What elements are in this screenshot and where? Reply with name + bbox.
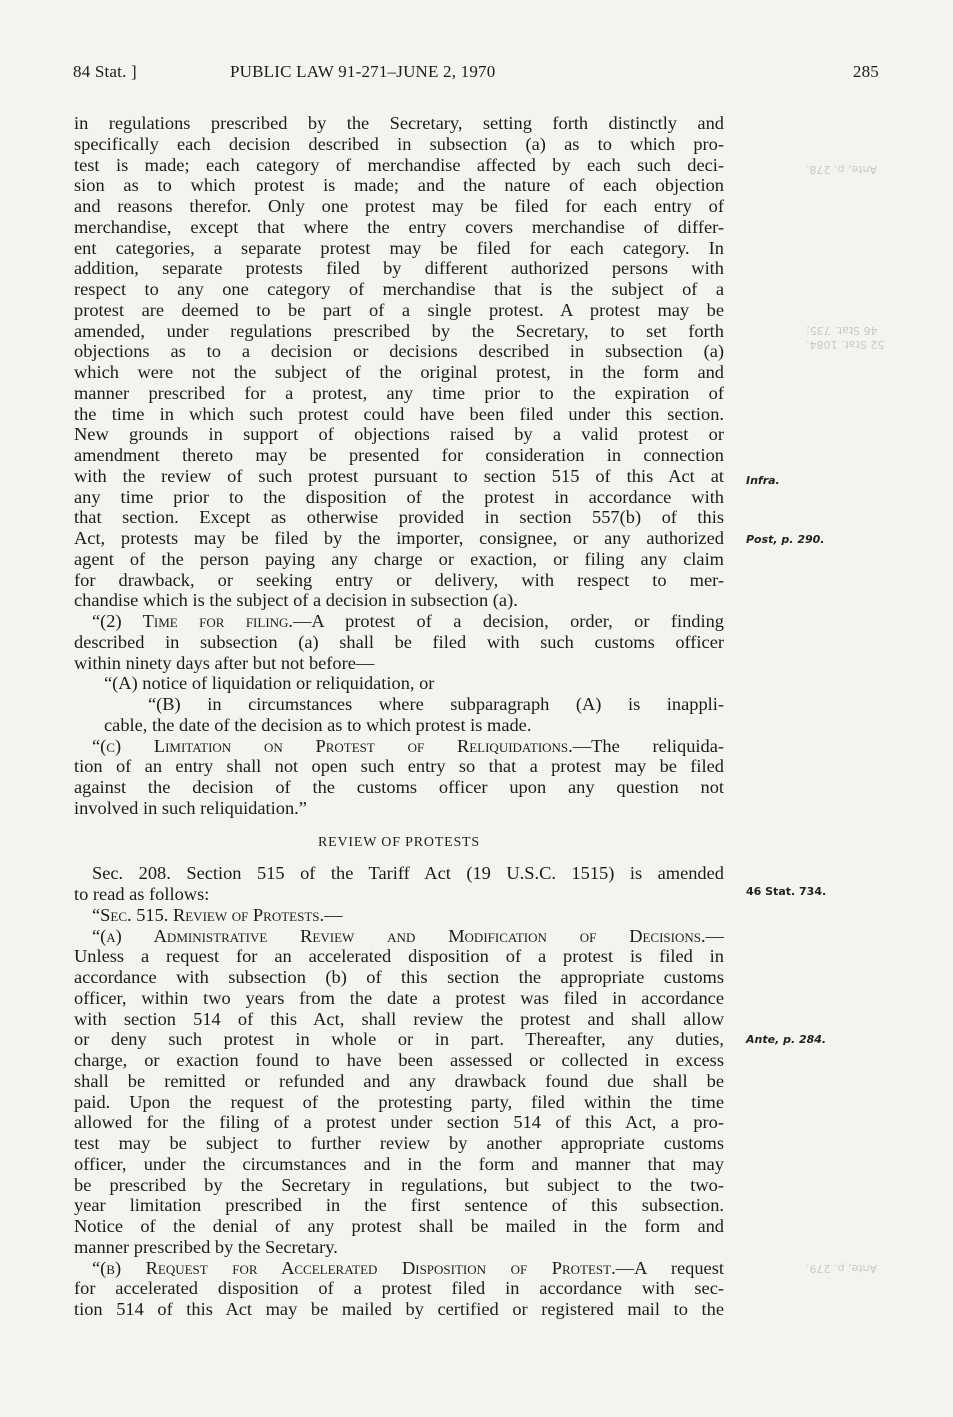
running-header (73, 62, 879, 86)
text-line: officer, under the circumstances and in the form and manner that may (74, 1153, 724, 1174)
text-line: test may be subject to further review by another appropriate customs (74, 1133, 724, 1153)
text-line: in regulations prescribed by the Secretary, setting forth distinctly and (74, 113, 724, 133)
statute-text (74, 113, 724, 1320)
text-line: “(A) notice of liquidation or reliquidation, or (104, 673, 435, 694)
paragraph-administrative-review (74, 926, 724, 1258)
statute-volume: 84 Stat. ] (73, 62, 137, 81)
paragraph-sec-208 (74, 863, 724, 925)
section-515-heading: “Sec. 515. Review of Protests.— (92, 904, 343, 925)
text-line: amended, under regulations prescribed by the Secretary, to set forth (74, 320, 724, 341)
text-line: any time prior to the disposition of the protest in accordance with (74, 486, 724, 507)
text-line: addition, separate protests filed by different authorized persons with (74, 258, 724, 279)
text-line: for drawback, or seeking entry or delivery, with respect to mer- (74, 569, 724, 590)
subsection-heading: “(b) Request for Accelerated Disposition of Protest. (92, 1257, 616, 1278)
text-run: —A protest of a decision, order, or finding (293, 611, 724, 631)
paragraph-protest-contents (74, 113, 724, 611)
text-line: manner prescribed by the Secretary. (74, 1236, 338, 1257)
text-line (74, 926, 724, 947)
bleed-through-note: 52 Stat. 1084. (806, 338, 885, 351)
text-line: with section 514 of this Act, shall review the protest and shall allow (74, 1008, 724, 1029)
text-line: specifically each decision described in subsection (a) as to which pro- (74, 133, 724, 154)
text-line: Unless a request for an accelerated disposition of a protest is filed in (74, 946, 724, 967)
text-line: agent of the person paying any charge or exaction, or filing any claim (74, 548, 724, 569)
text-line: accordance with subsection (b) of this section the appropriate customs (74, 967, 724, 987)
text-line: amendment thereto may be presented for consideration in connection (74, 445, 724, 465)
text-line: officer, within two years from the date a protest was filed in accordance (74, 987, 724, 1008)
text-line: charge, or exaction found to have been assessed or collected in excess (74, 1050, 724, 1070)
margin-note-infra: Infra. (746, 474, 780, 487)
text-line: against the decision of the customs officer upon any question not (74, 777, 724, 797)
text-line: involved in such reliquidation.” (74, 797, 307, 818)
text-line: within ninety days after but not before— (74, 652, 375, 673)
margin-note-post: Post, p. 290. (746, 533, 825, 546)
subsection-heading: “(c) Limitation on Protest of Reliquidations. (92, 735, 573, 756)
text-line: the time in which such protest could have been filed under this section. (74, 403, 724, 424)
text-run: —The reliquida- (572, 735, 724, 756)
text-line: and reasons therefor. Only one protest may be filed for each entry of (74, 196, 724, 216)
text-line (74, 611, 724, 632)
margin-note-ante: Ante, p. 284. (746, 1033, 827, 1046)
text-line: allowed for the filing of a protest under section 514 of this Act, a pro- (74, 1112, 724, 1133)
paragraph-time-for-filing (74, 611, 724, 736)
text-line: protest are deemed to be part of a single protest. A protest may be (74, 299, 724, 320)
text-line: for accelerated disposition of a protest filed in accordance with sec- (74, 1278, 724, 1299)
text-line: tion 514 of this Act may be mailed by certified or registered mail to the (74, 1299, 724, 1319)
section-heading: REVIEW OF PROTESTS (318, 834, 480, 850)
text-line (74, 736, 724, 757)
text-line: respect to any one category of merchandise that is the subject of a (74, 279, 724, 299)
bleed-through-note: 46 Stat. 735; (806, 324, 878, 337)
text-line: that section. Except as otherwise provided in section 557(b) of this (74, 507, 724, 528)
text-line: paid. Upon the request of the protesting party, filed within the time (74, 1091, 724, 1112)
text-run: — (705, 925, 724, 946)
text-line: test is made; each category of merchandise affected by each such deci- (74, 154, 724, 175)
text-line: Notice of the denial of any protest shall be mailed in the form and (74, 1216, 724, 1236)
text-line: manner prescribed for a protest, any time prior to the expiration of (74, 382, 724, 403)
text-run: —A request (615, 1257, 724, 1278)
text-line: sion as to which protest is made; and the nature of each objection (74, 175, 724, 196)
bleed-through-note: Ante, p. 278. (806, 163, 878, 176)
text-line: to read as follows: (74, 884, 210, 904)
text-line: which were not the subject of the original protest, in the form and (74, 362, 724, 382)
text-line: tion of an entry shall not open such entry so that a protest may be filed (74, 756, 724, 777)
margin-note-46-stat: 46 Stat. 734. (746, 885, 827, 898)
text-line: “(B) in circumstances where subparagraph (A) is inappli- (148, 694, 724, 714)
text-line: Act, protests may be filed by the importer, consignee, or any authorized (74, 528, 724, 548)
text-line: objections as to a decision or decisions described in subsection (a) (74, 341, 724, 362)
text-line: be prescribed by the Secretary in regulations, but subject to the two- (74, 1174, 724, 1195)
page-number: 285 (852, 62, 879, 81)
subsection-heading: “(a) Administrative Review and Modification of Decisions. (92, 925, 706, 946)
subsection-heading: “(2) Time for filing. (92, 611, 294, 631)
text-line: merchandise, except that where the entry covers merchandise of differ- (74, 216, 724, 237)
text-line: New grounds in support of objections raised by a valid protest or (74, 424, 724, 445)
text-line: Sec. 208. Section 515 of the Tariff Act (19 U.S.C. 1515) is amended (92, 863, 724, 884)
paragraph-limitation-reliquidations (74, 736, 724, 819)
text-line: chandise which is the subject of a decision in subsection (a). (74, 590, 518, 611)
text-line: shall be remitted or refunded and any drawback found due shall be (74, 1070, 724, 1091)
bleed-through-note: Ante, p. 279. (806, 1262, 878, 1275)
text-line: year limitation prescribed in the first sentence of this subsection. (74, 1195, 724, 1216)
paragraph-accelerated-disposition (74, 1258, 724, 1320)
text-line: cable, the date of the decision as to which protest is made. (104, 714, 532, 735)
text-line: described in subsection (a) shall be filed with such customs officer (74, 631, 724, 652)
text-line: ent categories, a separate protest may be filed for each category. In (74, 237, 724, 258)
text-line: or deny such protest in whole or in part. Thereafter, any duties, (74, 1029, 724, 1050)
text-line: with the review of such protest pursuant to section 515 of this Act at (74, 465, 724, 486)
page-title: PUBLIC LAW 91-271–JUNE 2, 1970 (230, 62, 496, 81)
text-line (74, 1258, 724, 1279)
